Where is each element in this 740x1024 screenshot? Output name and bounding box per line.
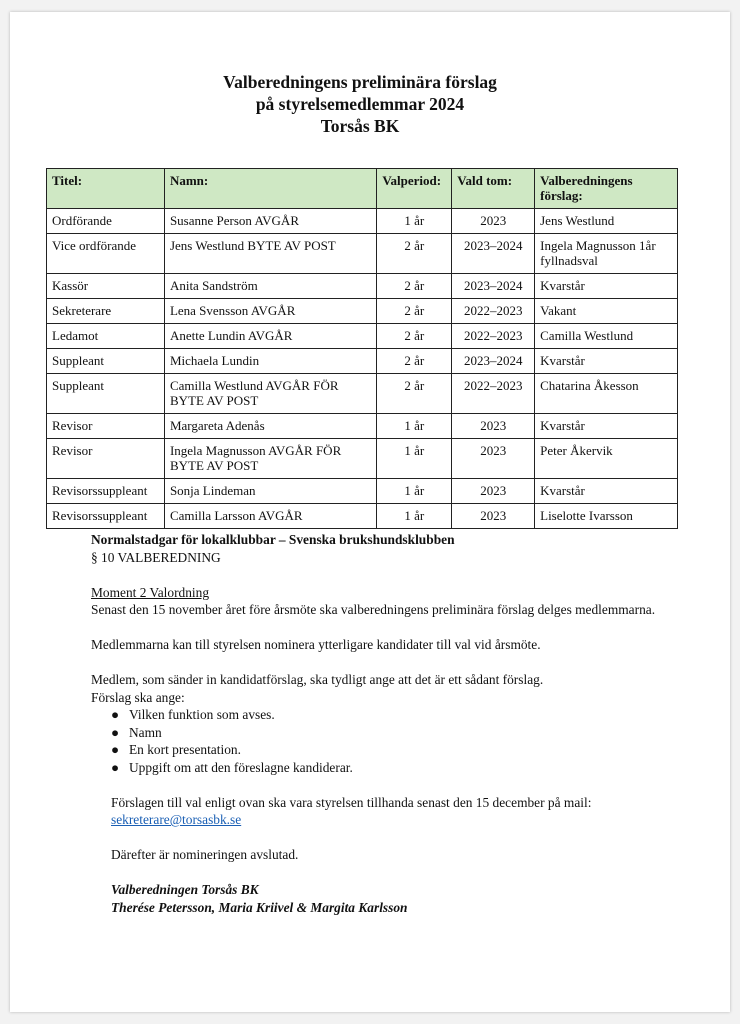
cell-period: 2 år xyxy=(377,324,452,349)
title-line-1: Valberedningens preliminära förslag xyxy=(223,72,497,92)
list-item: ● Uppgift om att den föreslagne kandiderar. xyxy=(111,759,353,775)
cell-title: Ordförande xyxy=(47,209,165,234)
cell-elected-until: 2023 xyxy=(452,504,535,529)
cell-elected-until: 2023–2024 xyxy=(452,274,535,299)
moment-heading: Moment 2 Valordning xyxy=(91,584,210,600)
email-link[interactable]: sekreterare@torsasbk.se xyxy=(111,812,242,827)
paragraph-submission: Förslagen till val enligt ovan ska vara styrelsen tillhanda senast den 15 december på mail: xyxy=(111,794,592,810)
column-header-period: Valperiod: xyxy=(377,169,452,209)
table-row xyxy=(47,324,678,349)
cell-name: Sonja Lindeman xyxy=(164,479,376,504)
column-header-title: Titel: xyxy=(47,169,165,209)
paragraph-deadline: Senast den 15 november året före årsmöte ska valberedningens preliminära förslag delges medlemmarna. xyxy=(91,602,656,617)
cell-elected-until: 2022–2023 xyxy=(452,299,535,324)
bullet-icon: ● xyxy=(111,724,120,740)
cell-name: Margareta Adenås xyxy=(164,414,376,439)
statute-text xyxy=(91,531,691,916)
paragraph-proposal-note: Medlem, som sänder in kandidatförslag, ska tydligt ange att det är ett sådant förslag. xyxy=(91,672,544,687)
cell-title: Suppleant xyxy=(47,374,165,414)
cell-elected-until: 2023–2024 xyxy=(452,234,535,274)
cell-elected-until: 2022–2023 xyxy=(452,374,535,414)
cell-proposal: Ingela Magnusson 1år fyllnadsval xyxy=(535,234,678,274)
table-row xyxy=(47,374,678,414)
table-row xyxy=(47,274,678,299)
cell-title: Vice ordförande xyxy=(47,234,165,274)
cell-period: 1 år xyxy=(377,439,452,479)
signature-names: Therése Petersson, Maria Kriivel & Margita Karlsson xyxy=(111,899,408,915)
statute-title: Normalstadgar för lokalklubbar – Svenska brukshundsklubben xyxy=(91,532,455,547)
cell-title: Revisorssuppleant xyxy=(47,479,165,504)
section-heading: § 10 VALBEREDNING xyxy=(91,549,221,565)
cell-title: Sekreterare xyxy=(47,299,165,324)
cell-name: Anette Lundin AVGÅR xyxy=(164,324,376,349)
cell-title: Revisorssuppleant xyxy=(47,504,165,529)
title-line-3: Torsås BK xyxy=(320,116,400,136)
paragraph-proposal-requirements: Förslag ska ange: xyxy=(91,689,185,705)
table-row xyxy=(47,439,678,479)
cell-period: 2 år xyxy=(377,299,452,324)
cell-elected-until: 2023–2024 xyxy=(452,349,535,374)
paragraph-nominations: Medlemmarna kan till styrelsen nominera ytterligare kandidater till val vid årsmöte. xyxy=(91,637,541,652)
cell-elected-until: 2023 xyxy=(452,479,535,504)
cell-proposal: Kvarstår xyxy=(535,479,678,504)
bullet-icon: ● xyxy=(111,742,120,757)
cell-name: Jens Westlund BYTE AV POST xyxy=(164,234,376,274)
cell-name: Camilla Larsson AVGÅR xyxy=(164,504,376,529)
cell-proposal: Peter Åkervik xyxy=(535,439,678,479)
column-header-name: Namn: xyxy=(164,169,376,209)
column-header-proposal: Valberedningens förslag: xyxy=(535,169,678,209)
cell-title: Revisor xyxy=(47,414,165,439)
table-header-row xyxy=(47,169,678,209)
cell-name: Lena Svensson AVGÅR xyxy=(164,299,376,324)
cell-proposal: Kvarstår xyxy=(535,414,678,439)
table-row xyxy=(47,209,678,234)
cell-name: Camilla Westlund AVGÅR FÖR BYTE AV POST xyxy=(164,374,376,414)
board-members-table xyxy=(46,168,678,529)
bullet-icon: ● xyxy=(111,759,120,775)
signature-committee: Valberedningen Torsås BK xyxy=(111,882,259,897)
cell-title: Revisor xyxy=(47,439,165,479)
bullet-icon: ● xyxy=(111,707,120,722)
title-line-2: på styrelsemedlemmar 2024 xyxy=(255,94,465,114)
cell-proposal: Camilla Westlund xyxy=(535,324,678,349)
table-row xyxy=(47,414,678,439)
cell-title: Suppleant xyxy=(47,349,165,374)
table-row xyxy=(47,349,678,374)
document-title xyxy=(0,71,730,137)
cell-elected-until: 2023 xyxy=(452,439,535,479)
cell-name: Anita Sandström xyxy=(164,274,376,299)
cell-proposal: Kvarstår xyxy=(535,349,678,374)
cell-period: 2 år xyxy=(377,234,452,274)
cell-period: 1 år xyxy=(377,209,452,234)
cell-name: Susanne Person AVGÅR xyxy=(164,209,376,234)
table-row xyxy=(47,479,678,504)
table-row xyxy=(47,299,678,324)
cell-proposal: Kvarstår xyxy=(535,274,678,299)
cell-period: 2 år xyxy=(377,274,452,299)
cell-proposal: Chatarina Åkesson xyxy=(535,374,678,414)
cell-period: 1 år xyxy=(377,504,452,529)
requirements-list xyxy=(91,706,691,776)
cell-period: 2 år xyxy=(377,374,452,414)
list-item: ● Namn xyxy=(111,724,162,740)
paragraph-closing: Därefter är nomineringen avslutad. xyxy=(111,847,299,862)
cell-proposal: Jens Westlund xyxy=(535,209,678,234)
cell-proposal: Vakant xyxy=(535,299,678,324)
cell-title: Kassör xyxy=(47,274,165,299)
column-header-elected-until: Vald tom: xyxy=(452,169,535,209)
cell-elected-until: 2022–2023 xyxy=(452,324,535,349)
table-row xyxy=(47,234,678,274)
cell-title: Ledamot xyxy=(47,324,165,349)
cell-elected-until: 2023 xyxy=(452,414,535,439)
cell-name: Ingela Magnusson AVGÅR FÖR BYTE AV POST xyxy=(164,439,376,479)
cell-proposal: Liselotte Ivarsson xyxy=(535,504,678,529)
cell-period: 1 år xyxy=(377,479,452,504)
cell-period: 2 år xyxy=(377,349,452,374)
cell-period: 1 år xyxy=(377,414,452,439)
list-item: ● Vilken funktion som avses. xyxy=(111,707,275,722)
cell-name: Michaela Lundin xyxy=(164,349,376,374)
table-row xyxy=(47,504,678,529)
cell-elected-until: 2023 xyxy=(452,209,535,234)
list-item: ● En kort presentation. xyxy=(111,742,241,757)
